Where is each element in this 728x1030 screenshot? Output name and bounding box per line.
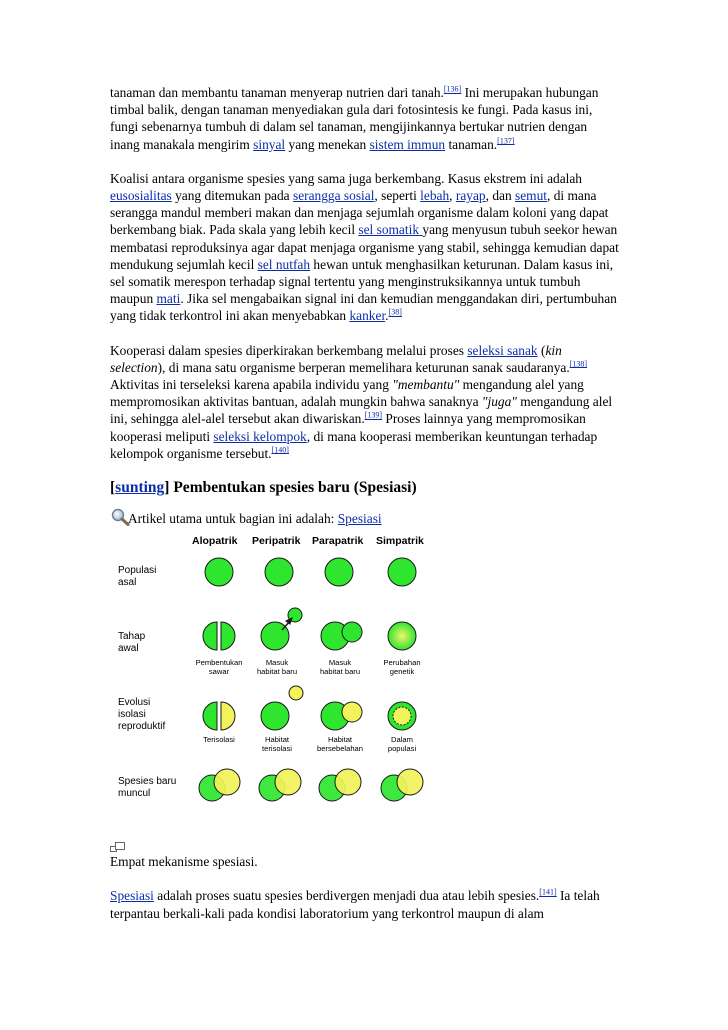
text: yang menyusun tubuh seekor hewan membatasi reproduksinya agar dapat menjaga organisme yang stabil, sehingga kemudian dapat mendukung sejumlah kecil bbox=[110, 222, 619, 272]
text: , dan bbox=[485, 188, 516, 204]
section-heading bbox=[110, 479, 620, 496]
text: hewan untuk menghasilkan keturunan. Dalam kasus ini, sel somatik merespon terhadap signal tertentu yang menginstruksikannya untuk tumbuh maupun bbox=[110, 256, 614, 307]
caption-dalam: Dalam bbox=[391, 735, 413, 745]
link-lebah[interactable]: lebah bbox=[420, 188, 450, 204]
text: yang menekan bbox=[285, 136, 370, 152]
parapatrik-adjacent bbox=[342, 622, 362, 642]
paragraph-coalition bbox=[110, 170, 620, 325]
row-label-tahap: Tahap bbox=[118, 631, 146, 643]
link-sistem-imun[interactable]: sistem immun bbox=[369, 136, 446, 152]
ref-137[interactable]: [137] bbox=[497, 136, 515, 146]
alopatrik-half-left bbox=[203, 622, 217, 650]
text: Proses lainnya yang mempromosikan kooperasi meliputi bbox=[110, 411, 586, 444]
caption-genetik: genetik bbox=[389, 667, 415, 677]
population-peripatrik-original bbox=[265, 558, 293, 586]
ref-139[interactable]: [139] bbox=[364, 410, 383, 420]
link-seleksi-sanak[interactable]: seleksi sanak bbox=[467, 342, 538, 358]
population-simpatrik-original bbox=[388, 558, 416, 586]
ref-38[interactable]: [38] bbox=[388, 307, 402, 317]
simpatrik-new-b bbox=[397, 769, 423, 795]
text: ( bbox=[537, 342, 546, 358]
text: tanaman dan membantu tanaman menyerap nutrien dari tanah. bbox=[110, 85, 444, 100]
link-sel-nutfah[interactable]: sel nutfah bbox=[257, 256, 311, 272]
paragraph-mycorrhiza bbox=[110, 84, 620, 153]
caption-text: Empat mekanisme spesiasi. bbox=[110, 854, 258, 870]
link-kanker[interactable]: kanker bbox=[349, 308, 386, 324]
bracket: ] bbox=[164, 479, 170, 497]
link-semut[interactable]: semut bbox=[515, 188, 548, 204]
text: adalah proses suatu spesies berdivergen menjadi dua atau lebih spesies. bbox=[153, 888, 540, 904]
caption-terisolasi: Terisolasi bbox=[203, 735, 235, 745]
row-label-evolusi: Evolusi bbox=[118, 697, 151, 709]
row-label-reproduktif: reproduktif bbox=[118, 721, 166, 733]
link-sel-somatik[interactable]: sel somatik bbox=[358, 222, 423, 238]
simpatrik-isolated-inner bbox=[393, 707, 411, 725]
magnifier-icon bbox=[110, 508, 130, 526]
caption-terisolasi-2: terisolasi bbox=[262, 744, 292, 754]
parapatrik-isolated-adjacent bbox=[342, 702, 362, 722]
text: , di mana serangga mandul memberi makan dan menjaga sejumlah organisme dalam koloni yang dapat berkembang biak. Pada skala yang lebih kecil bbox=[110, 188, 609, 238]
caption-bersebelahan: bersebelahan bbox=[316, 744, 364, 754]
col-header-parapatrik: Parapatrik bbox=[312, 535, 364, 548]
hatnote-text: Artikel utama untuk bagian ini adalah: bbox=[128, 511, 338, 527]
caption-sawar: sawar bbox=[208, 667, 230, 677]
link-seleksi-kelompok[interactable]: seleksi kelompok bbox=[213, 428, 307, 444]
enlarge-icon[interactable] bbox=[110, 842, 125, 853]
caption-habitat-baru-2: habitat baru bbox=[319, 667, 361, 677]
row-label-awal: awal bbox=[118, 643, 139, 655]
ref-136[interactable]: [136] bbox=[443, 84, 462, 94]
col-header-alopatrik: Alopatrik bbox=[192, 535, 238, 548]
link-spesiasi-main[interactable]: Spesiasi bbox=[337, 511, 382, 527]
text: , bbox=[449, 188, 456, 204]
ref-141[interactable]: [141] bbox=[539, 888, 557, 897]
ref-138[interactable]: [138] bbox=[569, 359, 588, 369]
paragraph-spesiasi bbox=[110, 887, 620, 921]
text: Aktivitas ini terseleksi karena apabila individu yang bbox=[110, 377, 393, 393]
row-label-muncul: muncul bbox=[118, 788, 151, 800]
text: Ia telah terpantau berkali-kali pada kondisi laboratorium yang terkontrol maupun di alam bbox=[110, 888, 600, 921]
quote-membantu: "membantu" bbox=[392, 377, 460, 393]
edit-section-link[interactable]: sunting bbox=[115, 479, 165, 497]
row-label-isolasi: isolasi bbox=[118, 709, 146, 721]
caption-masuk-1: Masuk bbox=[265, 658, 289, 668]
speciation-diagram bbox=[114, 530, 444, 840]
row-label-asal: asal bbox=[118, 577, 137, 589]
text: . bbox=[385, 308, 389, 324]
text: Ini merupakan hubungan timbal balik, dengan tanaman menyediakan gula dari fotosintesis ke fungi. Pada kasus ini, fungi sebenarnya tumbuh di dalam sel tanaman, mengijinkannya bertukar nutrien dengan inang manakala mengirim bbox=[110, 85, 599, 152]
alopatrik-half-right bbox=[221, 622, 235, 650]
alopatrik-isolated-right bbox=[221, 702, 235, 730]
article-body bbox=[110, 84, 620, 939]
col-header-simpatrik: Simpatrik bbox=[376, 535, 424, 548]
text: mengandung alel yang mempromosikan aktivitas bantuan, adalah mungkin bahwa sanaknya bbox=[110, 377, 584, 410]
peripatrik-isolated-colony bbox=[289, 686, 303, 700]
caption-populasi: populasi bbox=[387, 744, 417, 754]
caption-habitat-baru-1: habitat baru bbox=[256, 667, 298, 677]
row-label-spesies-baru: Spesies baru bbox=[118, 776, 177, 788]
paragraph-kin-selection bbox=[110, 342, 620, 462]
ref-140[interactable]: [140] bbox=[271, 445, 289, 455]
caption-perubahan: Perubahan bbox=[383, 658, 421, 668]
text: . Jika sel mengabaikan signal ini dan kemudian menggandakan diri, pertumbuhan yang tidak terkontrol ini akan menyebabkan bbox=[110, 291, 617, 324]
population-alopatrik-original bbox=[205, 558, 233, 586]
caption-pembentukan: Pembentukan bbox=[195, 658, 243, 668]
speciation-figure bbox=[114, 530, 444, 840]
link-rayap[interactable]: rayap bbox=[455, 188, 486, 204]
text: mengandung alel ini, sehingga alel-alel tersebut akan diwariskan. bbox=[110, 394, 613, 427]
alopatrik-isolated-left bbox=[203, 702, 217, 730]
parapatrik-new-b bbox=[335, 769, 361, 795]
link-sinyal[interactable]: sinyal bbox=[253, 136, 286, 152]
text: Koalisi antara organisme spesies yang sama juga berkembang. Kasus ekstrem ini adalah bbox=[110, 170, 583, 186]
section-title: Pembentukan spesies baru (Spesiasi) bbox=[169, 479, 417, 497]
text: Kooperasi dalam spesies diperkirakan berkembang melalui proses bbox=[110, 342, 468, 358]
text: ), di mana satu organisme berperan memelihara keturunan sanak saudaranya. bbox=[157, 359, 570, 375]
hatnote bbox=[110, 510, 620, 530]
caption-habitat-2: Habitat bbox=[327, 735, 353, 745]
bracket: [ bbox=[110, 479, 116, 497]
kin-selection-term: kin selection bbox=[110, 342, 562, 375]
caption-habitat-1: Habitat bbox=[264, 735, 290, 745]
figure-caption bbox=[110, 842, 620, 870]
link-spesiasi[interactable]: Spesiasi bbox=[110, 888, 154, 904]
simpatrik-genetic-change bbox=[388, 622, 416, 650]
row-label-populasi: Populasi bbox=[118, 565, 157, 577]
text: tanaman. bbox=[445, 136, 498, 152]
col-header-peripatrik: Peripatrik bbox=[252, 535, 301, 548]
text: yang ditemukan pada bbox=[171, 188, 293, 204]
link-mati[interactable]: mati bbox=[156, 291, 181, 307]
text: , di mana kooperasi memberikan keuntungan terhadap kelompok organisme tersebut. bbox=[110, 428, 598, 461]
quote-juga: "juga" bbox=[481, 394, 517, 410]
text: , seperti bbox=[374, 188, 421, 204]
peripatrik-isolated-main bbox=[261, 702, 289, 730]
peripatrik-new-b bbox=[275, 769, 301, 795]
link-eusosialitas[interactable]: eusosialitas bbox=[110, 188, 172, 204]
population-parapatrik-original bbox=[325, 558, 353, 586]
alopatrik-new-b bbox=[214, 769, 240, 795]
caption-masuk-2: Masuk bbox=[328, 658, 352, 668]
link-serangga-sosial[interactable]: serangga sosial bbox=[292, 188, 375, 204]
